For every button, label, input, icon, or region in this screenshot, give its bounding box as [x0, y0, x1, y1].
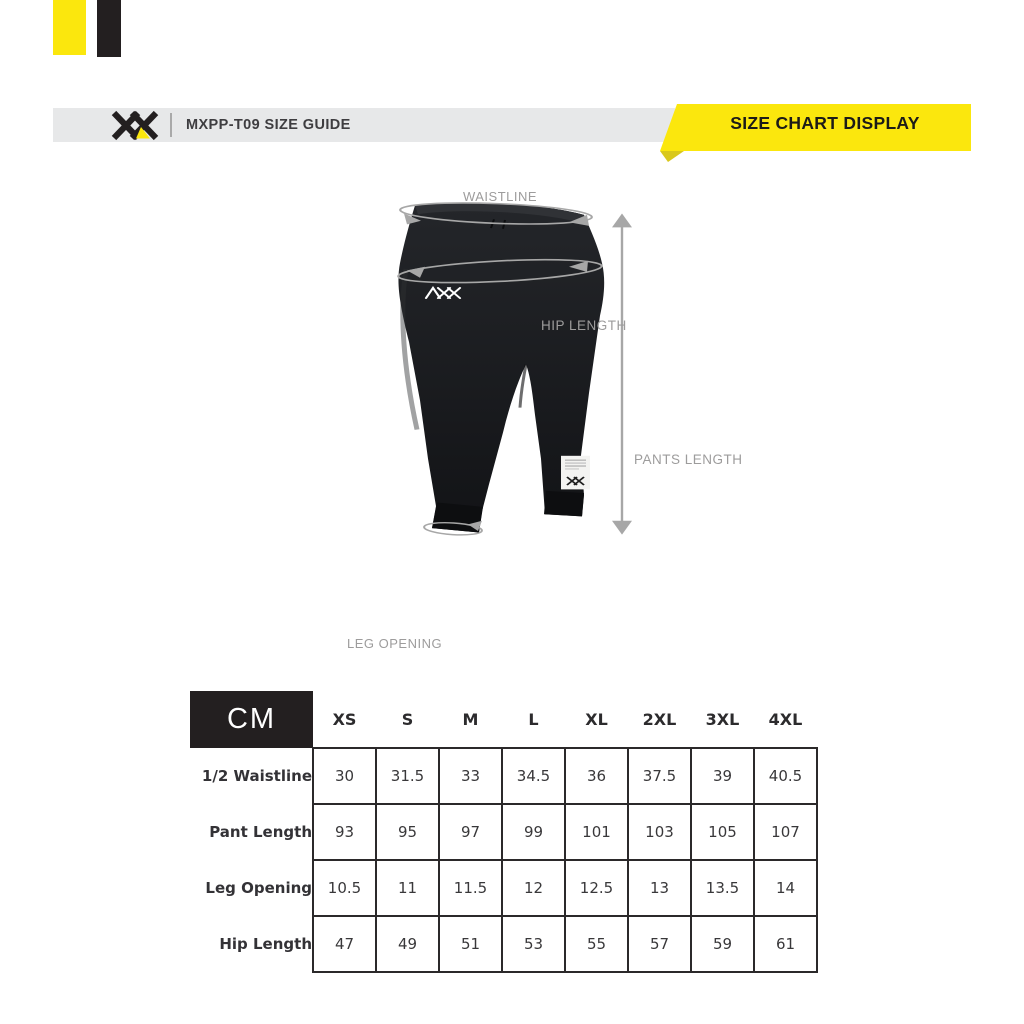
table-row — [190, 804, 817, 860]
table-row — [190, 748, 817, 804]
value-cell: 33 — [439, 748, 502, 804]
size-table — [190, 691, 818, 973]
value-cell: 53 — [502, 916, 565, 972]
size-column-4xl: 4XL — [768, 709, 803, 729]
value-cell: 13.5 — [691, 860, 754, 916]
value-cell: 101 — [565, 804, 628, 860]
value-cell: 61 — [754, 916, 817, 972]
page-title: MXPP-T09 SIZE GUIDE — [186, 117, 351, 133]
value-cell: 93 — [313, 804, 376, 860]
value-cell: 97 — [439, 804, 502, 860]
table-row — [190, 916, 817, 972]
value-cell: 51 — [439, 916, 502, 972]
value-cell: 30 — [313, 748, 376, 804]
pants-diagram — [330, 185, 770, 685]
value-cell: 55 — [565, 916, 628, 972]
accent-bar-black — [97, 0, 121, 57]
value-cell: 31.5 — [376, 748, 439, 804]
unit-cell: CM — [190, 691, 313, 748]
banner-title: SIZE CHART DISPLAY — [730, 113, 920, 133]
size-column-m: M — [462, 709, 479, 729]
value-cell: 95 — [376, 804, 439, 860]
value-cell: 103 — [628, 804, 691, 860]
size-column-s: S — [401, 709, 414, 729]
value-cell: 105 — [691, 804, 754, 860]
brand-tag — [561, 456, 590, 490]
accent-bar-yellow — [53, 0, 86, 55]
row-label: Pant Length — [209, 823, 312, 841]
value-cell: 37.5 — [628, 748, 691, 804]
value-cell: 12 — [502, 860, 565, 916]
value-cell: 39 — [691, 748, 754, 804]
value-cell: 36 — [565, 748, 628, 804]
header-divider — [170, 113, 172, 137]
value-cell: 59 — [691, 916, 754, 972]
row-label: Leg Opening — [205, 879, 312, 897]
row-label: 1/2 Waistline — [201, 767, 312, 785]
size-column-xl: XL — [585, 709, 608, 729]
row-label: Hip Length — [219, 935, 312, 953]
value-cell: 10.5 — [313, 860, 376, 916]
size-column-l: L — [528, 709, 539, 729]
size-column-xs: XS — [332, 709, 357, 729]
pants-length-arrow-icon — [612, 213, 632, 534]
size-column-2xl: 2XL — [642, 709, 677, 729]
value-cell: 99 — [502, 804, 565, 860]
value-cell: 40.5 — [754, 748, 817, 804]
table-row — [190, 860, 817, 916]
value-cell: 49 — [376, 916, 439, 972]
value-cell: 12.5 — [565, 860, 628, 916]
value-cell: 34.5 — [502, 748, 565, 804]
value-cell: 57 — [628, 916, 691, 972]
value-cell: 47 — [313, 916, 376, 972]
size-table-header-row — [190, 691, 817, 748]
size-table-body — [190, 748, 817, 972]
header-bar — [53, 108, 675, 142]
value-cell: 13 — [628, 860, 691, 916]
value-cell: 11.5 — [439, 860, 502, 916]
hip-length-label: HIP LENGTH — [541, 318, 627, 333]
pants-length-label: PANTS LENGTH — [634, 452, 743, 467]
maxx-logo-icon — [110, 110, 160, 141]
value-cell: 14 — [754, 860, 817, 916]
size-column-3xl: 3XL — [705, 709, 740, 729]
waistline-label: WAISTLINE — [462, 189, 538, 204]
value-cell: 107 — [754, 804, 817, 860]
value-cell: 11 — [376, 860, 439, 916]
leg-opening-label: LEG OPENING — [347, 636, 443, 651]
